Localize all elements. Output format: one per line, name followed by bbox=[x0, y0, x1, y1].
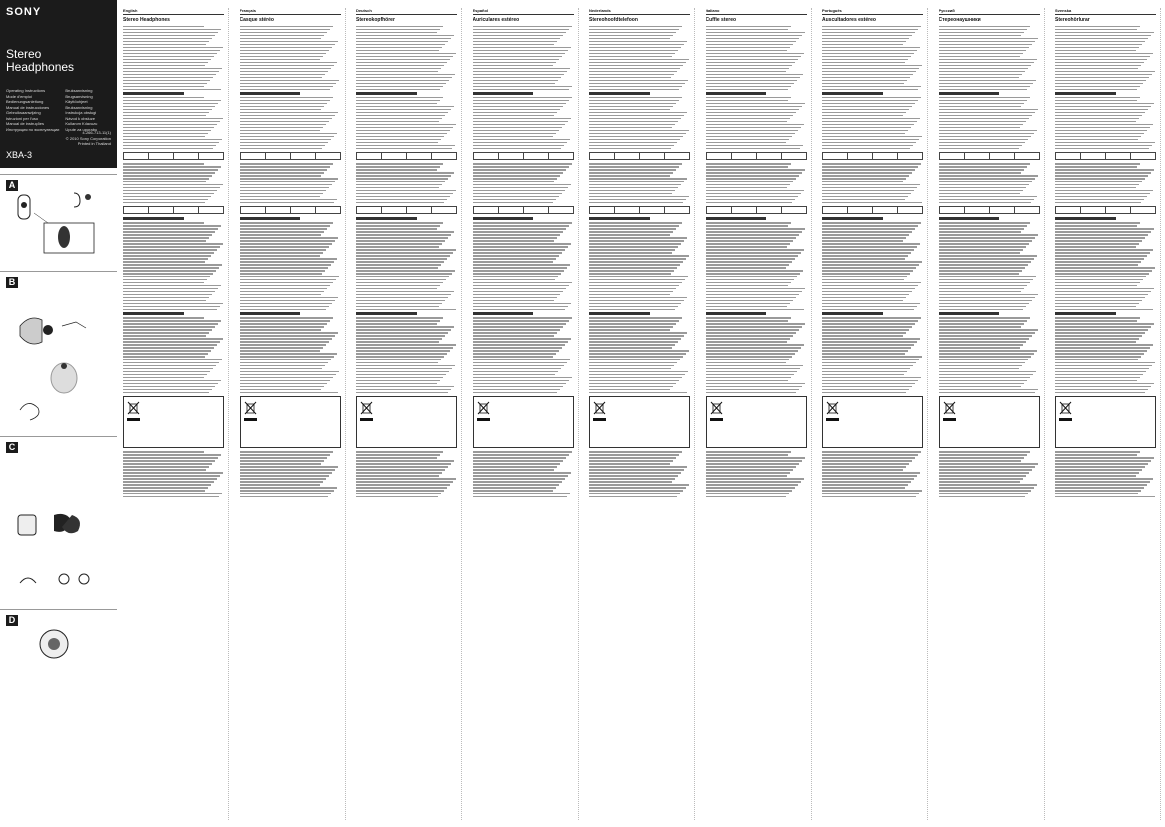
subheading bbox=[939, 217, 1000, 220]
figure-label: C bbox=[6, 442, 18, 453]
body-text bbox=[240, 163, 341, 203]
subheading bbox=[356, 92, 417, 95]
spec-table bbox=[473, 152, 574, 160]
disposal-bar bbox=[593, 418, 606, 421]
disposal-bar bbox=[477, 418, 490, 421]
disposal-text bbox=[262, 399, 338, 439]
body-text bbox=[589, 222, 690, 310]
spec-table bbox=[706, 152, 807, 160]
body-text bbox=[1055, 163, 1156, 203]
subheading bbox=[589, 312, 650, 315]
figure-label: A bbox=[6, 180, 18, 191]
body-text bbox=[240, 451, 341, 497]
body-text bbox=[706, 451, 807, 497]
body-text bbox=[939, 26, 1040, 90]
column-2 bbox=[240, 8, 346, 820]
cover-header bbox=[0, 0, 117, 168]
spec-table bbox=[356, 152, 457, 160]
body-text bbox=[123, 97, 224, 149]
figure-d bbox=[0, 609, 117, 670]
column-language: Deutsch bbox=[356, 8, 457, 15]
body-text bbox=[822, 163, 923, 203]
language-item: Kullanım Kılavuzu bbox=[65, 121, 98, 126]
subheading bbox=[1055, 217, 1116, 220]
column-3 bbox=[356, 8, 462, 820]
spec-table bbox=[706, 206, 807, 214]
disposal-notice bbox=[706, 396, 807, 448]
disposal-notice bbox=[123, 396, 224, 448]
column-language: Español bbox=[473, 8, 574, 15]
figure-a bbox=[0, 174, 117, 267]
column-heading: Auscultadores estéreo bbox=[822, 17, 876, 23]
disposal-notice bbox=[822, 396, 923, 448]
figure-b bbox=[0, 271, 117, 432]
body-text bbox=[240, 97, 341, 149]
language-list-col1 bbox=[6, 88, 59, 132]
disposal-bar bbox=[360, 418, 373, 421]
spec-table bbox=[939, 206, 1040, 214]
subheading bbox=[1055, 312, 1116, 315]
body-text bbox=[589, 451, 690, 497]
subheading bbox=[822, 312, 883, 315]
column-language: Français bbox=[240, 8, 341, 15]
figure-c bbox=[0, 436, 117, 605]
body-text bbox=[939, 451, 1040, 497]
spec-table bbox=[123, 206, 224, 214]
spec-table bbox=[123, 152, 224, 160]
body-text bbox=[356, 451, 457, 497]
language-item: Käyttöohjeet bbox=[65, 99, 88, 104]
subheading bbox=[589, 92, 650, 95]
body-text bbox=[822, 451, 923, 497]
crossed-bin-icon bbox=[943, 401, 956, 415]
subheading bbox=[356, 217, 417, 220]
spec-table bbox=[822, 206, 923, 214]
subheading bbox=[706, 92, 767, 95]
body-text bbox=[939, 317, 1040, 393]
body-text bbox=[589, 163, 690, 203]
disposal-bar bbox=[1059, 418, 1072, 421]
body-text bbox=[473, 97, 574, 149]
body-text bbox=[123, 317, 224, 393]
product-title: Stereo Headphones bbox=[6, 47, 75, 74]
subheading bbox=[473, 217, 534, 220]
crossed-bin-icon bbox=[710, 401, 723, 415]
column-1 bbox=[123, 8, 229, 820]
earbud-detail-diagram-icon bbox=[14, 624, 104, 668]
disposal-bar bbox=[943, 418, 956, 421]
earbud-size-diagram-icon bbox=[14, 451, 104, 601]
body-text bbox=[123, 163, 224, 203]
language-item: Manual de instrucciones bbox=[6, 104, 50, 110]
body-text bbox=[706, 26, 807, 90]
language-item: Mode d'emploi bbox=[6, 93, 32, 99]
column-language: Italiano bbox=[706, 8, 807, 15]
body-text bbox=[706, 222, 807, 310]
disposal-text bbox=[728, 399, 804, 439]
body-text bbox=[1055, 26, 1156, 90]
body-text bbox=[822, 97, 923, 149]
disposal-bar bbox=[127, 418, 140, 421]
column-9 bbox=[1055, 8, 1161, 820]
body-text bbox=[356, 163, 457, 203]
column-heading: Stereohörlurar bbox=[1055, 17, 1090, 23]
body-text bbox=[473, 222, 574, 310]
crossed-bin-icon bbox=[1059, 401, 1072, 415]
subheading bbox=[123, 92, 184, 95]
crossed-bin-icon bbox=[477, 401, 490, 415]
body-text bbox=[1055, 451, 1156, 497]
disposal-text bbox=[611, 399, 687, 439]
spec-table bbox=[1055, 152, 1156, 160]
language-item: Istruzioni per l'uso bbox=[6, 115, 39, 121]
disposal-text bbox=[495, 399, 571, 439]
column-language: English bbox=[123, 8, 224, 15]
disposal-text bbox=[145, 399, 221, 439]
disposal-notice bbox=[1055, 396, 1156, 448]
language-item: Bruksanvisning bbox=[65, 88, 93, 93]
spec-table bbox=[589, 206, 690, 214]
subheading bbox=[240, 217, 301, 220]
language-item: Brugsanvisning bbox=[65, 93, 93, 99]
body-text bbox=[822, 26, 923, 90]
body-text bbox=[589, 97, 690, 149]
body-text bbox=[356, 97, 457, 149]
body-text bbox=[240, 317, 341, 393]
subheading bbox=[1055, 92, 1116, 95]
disposal-notice bbox=[356, 396, 457, 448]
language-item: Manual de instruções bbox=[6, 121, 45, 126]
earphone-diagram-icon bbox=[14, 189, 104, 259]
crossed-bin-icon bbox=[593, 401, 606, 415]
body-text bbox=[706, 317, 807, 393]
column-language: Русский bbox=[939, 8, 1040, 15]
spec-table bbox=[939, 152, 1040, 160]
body-text bbox=[356, 317, 457, 393]
body-text bbox=[1055, 317, 1156, 393]
column-6 bbox=[706, 8, 812, 820]
brand-logo: SONY bbox=[6, 6, 42, 18]
figure-label: D bbox=[6, 615, 18, 626]
subheading bbox=[822, 217, 883, 220]
body-text bbox=[822, 317, 923, 393]
body-text bbox=[939, 97, 1040, 149]
crossed-bin-icon bbox=[360, 401, 373, 415]
language-item: Bruksanvisning bbox=[65, 104, 93, 110]
language-item: Operating Instructions bbox=[6, 88, 46, 93]
language-item: Upute za uporabu bbox=[65, 126, 98, 132]
subheading bbox=[706, 312, 767, 315]
language-item: Bedienungsanleitung bbox=[6, 99, 44, 104]
model-number: XBA-3 bbox=[6, 150, 33, 160]
body-text bbox=[706, 163, 807, 203]
ear-fitting-diagram-icon bbox=[14, 286, 104, 426]
spec-table bbox=[822, 152, 923, 160]
subheading bbox=[240, 92, 301, 95]
subheading bbox=[473, 312, 534, 315]
body-text bbox=[1055, 222, 1156, 310]
cover-panel bbox=[0, 0, 117, 827]
body-text bbox=[589, 26, 690, 90]
subheading bbox=[473, 92, 534, 95]
body-text bbox=[706, 97, 807, 149]
column-heading: Stereokopfhörer bbox=[356, 17, 395, 23]
spec-table bbox=[589, 152, 690, 160]
disposal-notice bbox=[939, 396, 1040, 448]
body-text bbox=[1055, 97, 1156, 149]
crossed-bin-icon bbox=[826, 401, 839, 415]
body-text bbox=[473, 163, 574, 203]
language-item: Инструкция по эксплуатации bbox=[6, 126, 60, 132]
body-text bbox=[240, 26, 341, 90]
crossed-bin-icon bbox=[127, 401, 140, 415]
column-5 bbox=[589, 8, 695, 820]
body-text bbox=[356, 26, 457, 90]
publication-info: 4-266-713-11(1) © 2010 Sony Corporation Printed in Thailand bbox=[65, 130, 111, 146]
column-heading: Стереонаушники bbox=[938, 17, 981, 23]
body-text bbox=[939, 163, 1040, 203]
body-text bbox=[123, 451, 224, 497]
spec-table bbox=[1055, 206, 1156, 214]
column-language: Português bbox=[822, 8, 923, 15]
disposal-notice bbox=[240, 396, 341, 448]
figure-label: B bbox=[6, 277, 18, 288]
spec-table bbox=[473, 206, 574, 214]
subheading bbox=[939, 312, 1000, 315]
column-heading: Stereo Headphones bbox=[123, 17, 170, 23]
disposal-text bbox=[844, 399, 920, 439]
body-text bbox=[473, 26, 574, 90]
crossed-bin-icon bbox=[244, 401, 257, 415]
column-4 bbox=[473, 8, 579, 820]
spec-table bbox=[240, 152, 341, 160]
disposal-text bbox=[378, 399, 454, 439]
column-heading: Cuffie stereo bbox=[705, 17, 737, 23]
language-item: Gebruiksaanwijzing bbox=[6, 110, 41, 115]
body-text bbox=[822, 222, 923, 310]
disposal-bar bbox=[244, 418, 257, 421]
language-list-col2 bbox=[65, 88, 97, 132]
column-heading: Auriculares estéreo bbox=[472, 17, 520, 23]
subheading bbox=[822, 92, 883, 95]
subheading bbox=[123, 217, 184, 220]
subheading bbox=[240, 312, 301, 315]
subheading bbox=[939, 92, 1000, 95]
language-item: Návod k obsluze bbox=[65, 115, 95, 121]
column-language: Nederlands bbox=[589, 8, 690, 15]
column-heading: Stereohoofdtelefoon bbox=[589, 17, 638, 23]
subheading bbox=[123, 312, 184, 315]
disposal-notice bbox=[473, 396, 574, 448]
subheading bbox=[706, 217, 767, 220]
body-text bbox=[123, 222, 224, 310]
body-text bbox=[473, 317, 574, 393]
column-8 bbox=[939, 8, 1045, 820]
body-text bbox=[939, 222, 1040, 310]
body-text bbox=[589, 317, 690, 393]
column-language: Svenska bbox=[1055, 8, 1156, 15]
language-item: Instrukcja obsługi bbox=[65, 110, 97, 115]
body-text bbox=[473, 451, 574, 497]
column-heading: Casque stéréo bbox=[239, 17, 274, 23]
body-text bbox=[240, 222, 341, 310]
subheading bbox=[589, 217, 650, 220]
spec-table bbox=[240, 206, 341, 214]
body-text bbox=[356, 222, 457, 310]
disposal-bar bbox=[710, 418, 723, 421]
disposal-bar bbox=[826, 418, 839, 421]
disposal-notice bbox=[589, 396, 690, 448]
subheading bbox=[356, 312, 417, 315]
language-list bbox=[6, 88, 111, 132]
column-7 bbox=[822, 8, 928, 820]
disposal-text bbox=[961, 399, 1037, 439]
body-text bbox=[123, 26, 224, 90]
spec-table bbox=[356, 206, 457, 214]
disposal-text bbox=[1077, 399, 1153, 439]
